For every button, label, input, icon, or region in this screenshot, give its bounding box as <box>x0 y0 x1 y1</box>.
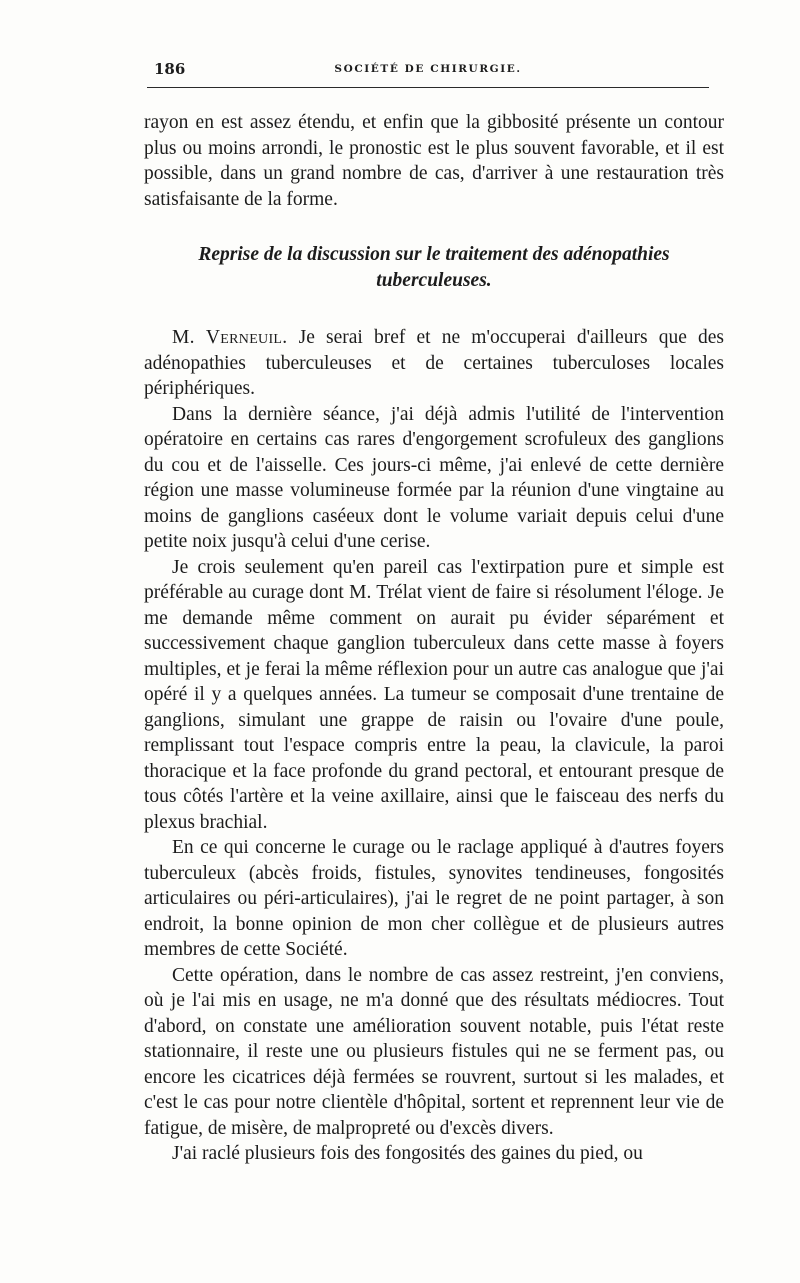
paragraph-text: Je serai bref et ne m'occuperai d'ailleurs que des adénopathies tuberculeuses et de certaines tuberculoses locales périphériques. <box>144 327 724 399</box>
page-number: 186 <box>154 60 186 78</box>
paragraph: Cette opération, dans le nombre de cas assez restreint, j'en conviens, où je l'ai mis en usage, ne m'a donné que des résultats médiocres. Tout d'abord, on constate une amélioration souvent notable, puis l'état reste stationnaire, il reste une ou plusieurs fistules qui ne se ferment pas, ou encore les cicatrices déjà fermées se rouvrent, surtout si les malades, et c'est le cas pour notre clientèle d'hôpital, sortent et reprennent leur vie de fatigue, de misère, de malpropreté ou d'excès divers. <box>144 964 724 1139</box>
speaker-name: M. Verneuil. <box>172 327 288 348</box>
paragraph-speaker-intro <box>144 325 724 402</box>
spacer <box>144 293 724 325</box>
running-head: SOCIÉTÉ DE CHIRURGIE. <box>334 63 522 75</box>
paragraph: Je crois seulement qu'en pareil cas l'extirpation pure et simple est préférable au curage dont M. Trélat vient de faire si résolument l'éloge. Je me demande même comment on aurait pu évider séparément et successivement chaque ganglion tuberculeux dans cette masse à foyers multiples, et je ferai la même réflexion pour un autre cas analogue que j'ai opéré il y a quelques années. La tumeur se composait d'une trentaine de ganglions, simulant une grappe de raisin ou l'ovaire d'une poule, remplissant tout l'espace compris entre la peau, la clavicule, la paroi thoracique et la face profonde du grand pectoral, et entourant presque de tous côtés l'artère et la veine axillaire, ainsi que le faisceau des nerfs du plexus brachial. <box>144 556 724 833</box>
paragraph: J'ai raclé plusieurs fois des fongosités des gaines du pied, ou <box>172 1143 643 1164</box>
paragraph: Dans la dernière séance, j'ai déjà admis l'utilité de l'intervention opératoire en certains cas rares d'engorgement scrofuleux des ganglions du cou et de l'aisselle. Ces jours-ci même, j'ai enlevé de cette dernière région une masse volumineuse formée par la réunion d'une vingtaine au moins de ganglions caséeux dont le volume variait depuis celui d'une petite noix jusqu'à celui d'une cerise. <box>144 403 724 552</box>
spacer <box>144 212 724 242</box>
section-title: Reprise de la discussion sur le traitement des adénopathies tuberculeuses. <box>198 244 670 291</box>
paragraph: En ce qui concerne le curage ou le raclage appliqué à d'autres foyers tuberculeux (abcès froids, fistules, synovites tendineuses, fongosités articulaires ou péri-articulaires), j'ai le regret de ne point partager, à son endroit, la bonne opinion de mon cher collègue et de plusieurs autres membres de cette Société. <box>144 837 724 960</box>
body-text <box>144 110 724 1167</box>
continued-paragraph: rayon en est assez étendu, et enfin que la gibbosité présente un contour plus ou moins arrondi, le pronostic est le plus souvent favorable, et il est possible, dans un grand nombre de cas, d'arriver à une restauration très satisfaisante de la forme. <box>144 112 724 210</box>
header-rule <box>147 87 709 88</box>
page-header <box>147 56 709 82</box>
